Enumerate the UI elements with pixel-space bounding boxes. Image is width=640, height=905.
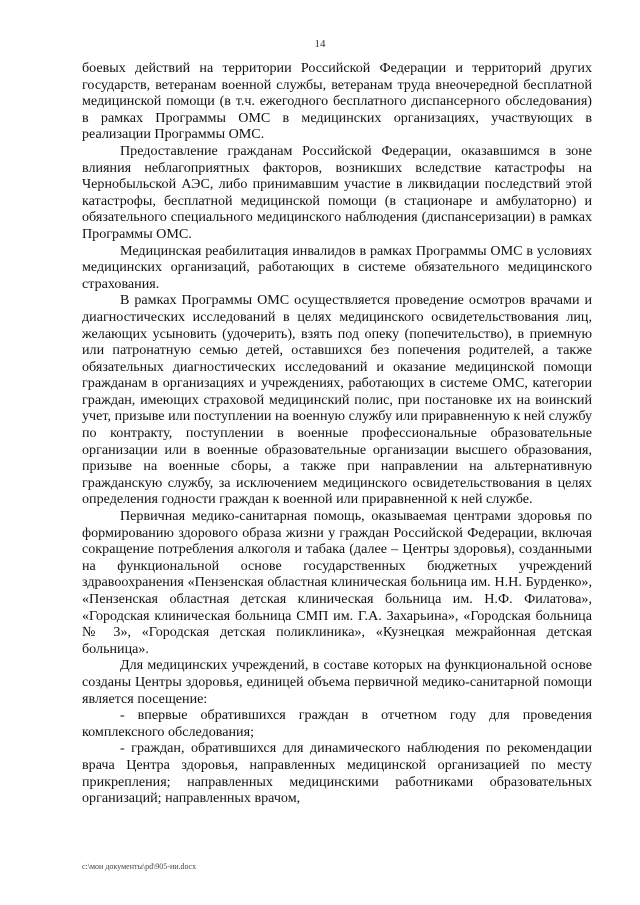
page-number: 14 <box>314 38 326 50</box>
list-item-2: - граждан, обратившихся для динамического наблюдения по рекомендации врача Центра здоровья, направленных медицинской организацией по месту прикрепления; направленных медицинскими работниками образовательных организаций; направленных врачом, <box>82 740 592 807</box>
paragraph-2: Предоставление гражданам Российской Федерации, оказавшимся в зоне влияния неблагоприятных факторов, возникших вследствие катастрофы на Чернобыльской АЭС, либо принимавшим участие в ликвидации последствий этой катастрофы, бесплатной медицинской помощи (в стационаре и амбулаторно) и обязательного специального медицинского наблюдения (диспансеризации) в рамках Программы ОМС. <box>82 142 592 242</box>
document-body <box>82 60 592 807</box>
paragraph-6: Для медицинских учреждений, в составе которых на функциональной основе созданы Центры здоровья, единицей объема первичной медико-санитарной помощи является посещение: <box>82 657 592 707</box>
paragraph-1: боевых действий на территории Российской Федерации и территорий других государств, ветеранам военной службы, ветеранам труда внеочередной бесплатной медицинской помощи (в т.ч. ежегодного бесплатного диспансерного обследования) в рамках Программы ОМС в медицинских организациях, участвующих в реализации Программы ОМС. <box>82 60 592 143</box>
footer-file-path: c:\мои документы\pd\905-ии.docx <box>82 862 197 871</box>
list-item-1: - впервые обратившихся граждан в отчетном году для проведения комплексного обследования; <box>82 707 592 740</box>
paragraph-5: Первичная медико-санитарная помощь, оказываемая центрами здоровья по формированию здорового образа жизни у граждан Российской Федерации, включая сокращение потребления алкоголя и табака (далее – Центры здоровья), созданными на функциональной основе государственных бюджетных учреждений здравоохранения «Пензенская областная клиническая больница им. Н.Н. Бурденко», «Пензенская областная детская клиническая больница им. Н.Ф. Филатова», «Городская клиническая больница СМП им. Г.А. Захарьина», «Городская больница № 3», «Городская детская поликлиника», «Кузнецкая межрайонная детская больница». <box>82 508 592 657</box>
paragraph-3: Медицинская реабилитация инвалидов в рамках Программы ОМС в условиях медицинских организаций, работающих в системе обязательного медицинского страхования. <box>82 242 592 292</box>
paragraph-4: В рамках Программы ОМС осуществляется проведение осмотров врачами и диагностических исследований в целях медицинского освидетельствования лиц, желающих усыновить (удочерить), взять под опеку (попечительство), в приемную или патронатную семью детей, оставшихся без попечения родителей, а также обязательных диагностических исследований и оказание медицинской помощи гражданам в организациях и учреждениях, работающих в системе ОМС, категории граждан, имеющих страховой медицинский полис, при постановке их на воинский учет, призыве или поступлении на военную службу или приравненную к ней службу по контракту, поступлении в военные профессиональные образовательные организации или в военные образовательные организации высшего образования, призыве на военные сборы, а также при направлении на альтернативную гражданскую службу, за исключением медицинского освидетельствования в целях определения годности граждан к военной или приравненной к ней службе. <box>82 292 592 508</box>
